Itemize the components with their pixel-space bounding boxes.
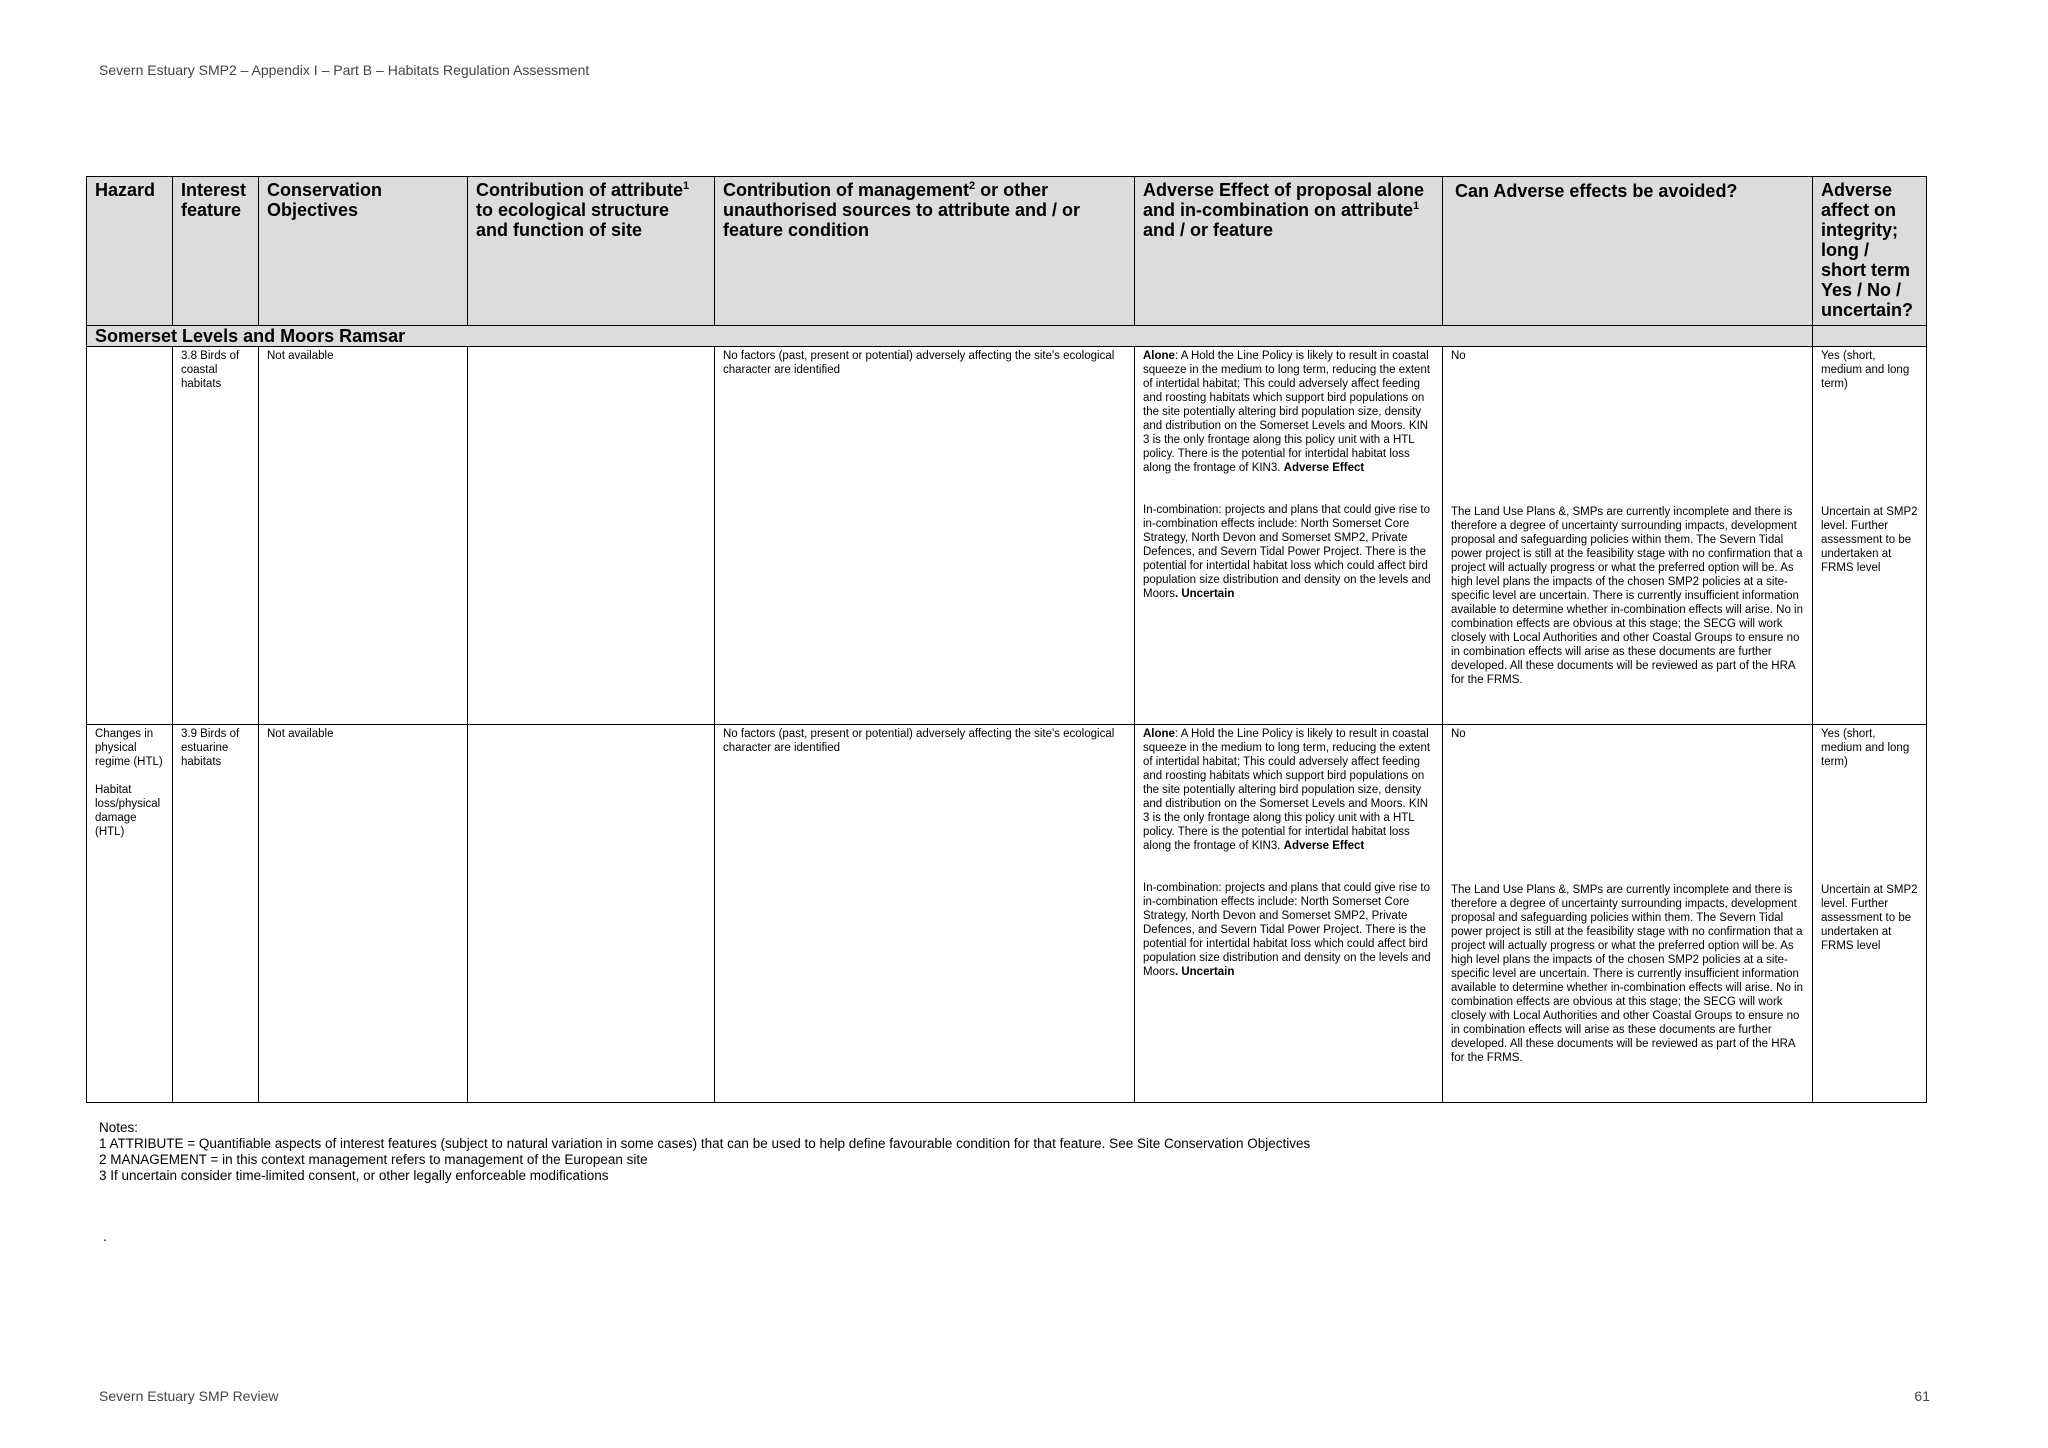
footer-title: Severn Estuary SMP Review [99,1388,279,1404]
interest-feature-cell: 3.9 Birds of estuarine habitats [173,725,259,1103]
note-item: 3 If uncertain consider time-limited consent, or other legally enforceable modifications [99,1168,609,1183]
col-header-hazard: Hazard [87,177,173,326]
hazard-cell: Changes in physical regime (HTL) Habitat loss/physical damage (HTL) [87,725,173,1103]
note-item: 1 ATTRIBUTE = Quantifiable aspects of interest features (subject to natural variation in some cases) that can be used to help define favourable condition for that feature. See Site Conservation Objectives [99,1136,1311,1151]
notes-heading: Notes: [99,1120,139,1135]
attribute-cell [468,347,715,725]
note-item: 2 MANAGEMENT = in this context management refers to management of the European site [99,1152,648,1167]
incombination-effect-text: In-combination: projects and plans that could give rise to in-combination effects include: North Somerset Core Strategy, North Devon and Somerset SMP2, Private Defences, and Severn Tidal Power Project. There is the potential for intertidal habitat loss which could affect bird population size distribution and density on the levels and Moors. Uncertain [1143,504,1431,600]
adverse-effect-cell [1135,725,1443,1103]
avoidance-cell: No The Land Use Plans &, SMPs are currently incomplete and there is therefore a degree of uncertainty surrounding impacts, development proposal and safeguarding policies within them. The Severn Tidal power project is still at the feasibility stage with no confirmation that a project will actually progress or what the preferred option will be. As high level plans the impacts of the chosen SMP2 policies at a site-specific level are uncertain. There is currently insufficient information available to determine whether in-combination effects will arise. No in combination effects are obvious at this stage; the SECG will work closely with Local Authorities and other Coastal Groups to ensure no in combination effects will arise as these documents are further developed. All these documents will be reviewed as part of the HRA for the FRMS. [1443,725,1813,1103]
page-number: 61 [1914,1388,1930,1404]
interest-feature-cell: 3.8 Birds of coastal habitats [173,347,259,725]
col-header-integrity: Adverse affect on integrity; long / short term Yes / No / uncertain? [1813,177,1927,326]
table-row [87,725,1927,1103]
col-header-attribute-contribution: Contribution of attribute$^1$ to ecological structure and function of site [468,177,715,326]
stray-mark: . [103,1228,107,1244]
col-header-conservation-objectives: Conservation Objectives [259,177,468,326]
adverse-effect-cell [1135,347,1443,725]
integrity-cell: Yes (short, medium and long term) Uncertain at SMP2 level. Further assessment to be undertaken at FRMS level [1813,347,1927,725]
notes [99,1120,1310,1184]
incombination-effect-text: In-combination: projects and plans that could give rise to in-combination effects include: North Somerset Core Strategy, North Devon and Somerset SMP2, Private Defences, and Severn Tidal Power Project. There is the potential for intertidal habitat loss which could affect bird population size distribution and density on the levels and Moors. Uncertain [1143,882,1431,978]
section-empty-cell [1813,326,1927,347]
attribute-cell [468,725,715,1103]
col-header-management-contribution: Contribution of management$^2$ or other unauthorised sources to attribute and / or feature condition [715,177,1135,326]
col-header-interest-feature: Interest feature [173,177,259,326]
col-header-avoidance: Can Adverse effects be avoided? [1443,177,1813,326]
col-header-adverse-effect: Adverse Effect of proposal alone and in-combination on attribute$^1$ and / or feature [1135,177,1443,326]
integrity-cell: Yes (short, medium and long term) Uncertain at SMP2 level. Further assessment to be undertaken at FRMS level [1813,725,1927,1103]
section-row [87,326,1927,347]
management-cell: No factors (past, present or potential) adversely affecting the site's ecological character are identified [715,725,1135,1103]
objectives-cell: Not available [259,347,468,725]
hazard-cell [87,347,173,725]
alone-effect-text: Alone: A Hold the Line Policy is likely to result in coastal squeeze in the medium to long term, reducing the extent of intertidal habitat; This could adversely affect feeding and roosting habitats which support bird populations on the site potentially altering bird population size, density and distribution on the Somerset Levels and Moors. KIN 3 is the only frontage along this policy unit with a HTL policy. There is the potential for intertidal habitat loss along the frontage of KIN3. Adverse Effect [1143,728,1431,852]
table-row [87,347,1927,725]
hra-table [86,176,1927,1103]
avoidance-cell: No The Land Use Plans &, SMPs are currently incomplete and there is therefore a degree of uncertainty surrounding impacts, development proposal and safeguarding policies within them. The Severn Tidal power project is still at the feasibility stage with no confirmation that a project will actually progress or what the preferred option will be. As high level plans the impacts of the chosen SMP2 policies at a site-specific level are uncertain. There is currently insufficient information available to determine whether in-combination effects will arise. No in combination effects are obvious at this stage; the SECG will work closely with Local Authorities and other Coastal Groups to ensure no in combination effects will arise as these documents are further developed. All these documents will be reviewed as part of the HRA for the FRMS. [1443,347,1813,725]
section-title: Somerset Levels and Moors Ramsar [87,326,1813,347]
objectives-cell: Not available [259,725,468,1103]
management-cell: No factors (past, present or potential) adversely affecting the site's ecological character are identified [715,347,1135,725]
alone-effect-text: Alone: A Hold the Line Policy is likely to result in coastal squeeze in the medium to long term, reducing the extent of intertidal habitat; This could adversely affect feeding and roosting habitats which support bird populations on the site potentially altering bird population size, density and distribution on the Somerset Levels and Moors. KIN 3 is the only frontage along this policy unit with a HTL policy. There is the potential for intertidal habitat loss along the frontage of KIN3. Adverse Effect [1143,350,1431,474]
page-header: Severn Estuary SMP2 – Appendix I – Part B – Habitats Regulation Assessment [99,62,590,78]
table-header-row [87,177,1927,326]
